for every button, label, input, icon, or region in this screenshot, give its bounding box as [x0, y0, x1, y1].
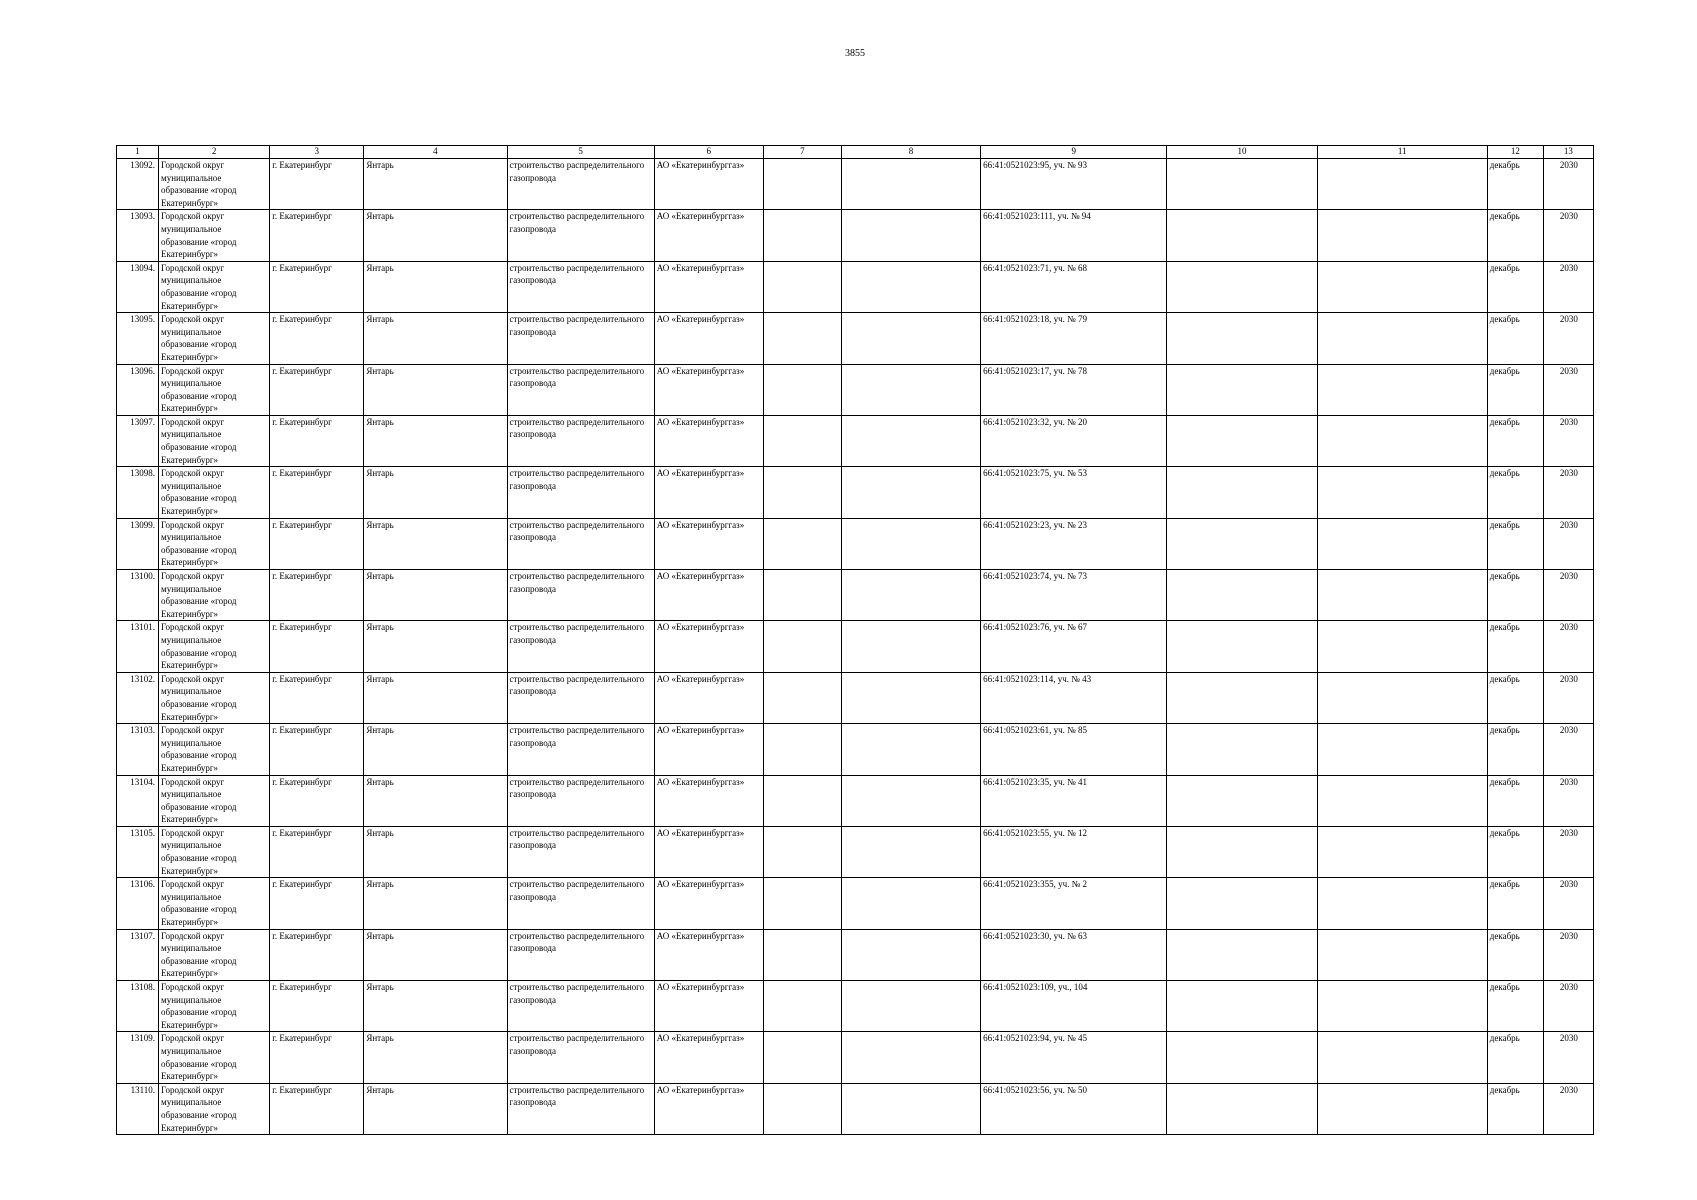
column-8-cell — [841, 261, 980, 312]
city-cell: г. Екатеринбург — [270, 929, 364, 980]
table-row — [117, 210, 1594, 261]
place-cell: Янтарь — [364, 210, 507, 261]
column-7-cell — [763, 570, 841, 621]
table-row — [117, 775, 1594, 826]
column-10-cell — [1167, 467, 1317, 518]
column-11-cell — [1317, 621, 1487, 672]
cadastral-number-cell: 66:41:0521023:35, уч. № 41 — [981, 775, 1167, 826]
month-cell: декабрь — [1487, 313, 1543, 364]
purpose-cell: строительство распределительного газопровода — [507, 467, 654, 518]
column-8-cell — [841, 929, 980, 980]
row-number-cell: 13101. — [117, 621, 159, 672]
cadastral-number-cell: 66:41:0521023:76, уч. № 67 — [981, 621, 1167, 672]
column-10-cell — [1167, 415, 1317, 466]
column-8-cell — [841, 210, 980, 261]
column-10-cell — [1167, 159, 1317, 210]
table-body — [117, 159, 1594, 1135]
owner-cell: Городской округ муниципальное образование «город Екатеринбург» — [159, 1032, 270, 1083]
organization-cell: АО «Екатеринбурггаз» — [654, 570, 763, 621]
purpose-cell: строительство распределительного газопровода — [507, 878, 654, 929]
organization-cell: АО «Екатеринбурггаз» — [654, 313, 763, 364]
year-cell: 2030 — [1543, 261, 1593, 312]
owner-cell: Городской округ муниципальное образование «город Екатеринбург» — [159, 159, 270, 210]
table-row — [117, 364, 1594, 415]
year-cell: 2030 — [1543, 467, 1593, 518]
year-cell: 2030 — [1543, 364, 1593, 415]
organization-cell: АО «Екатеринбурггаз» — [654, 621, 763, 672]
column-10-cell — [1167, 1032, 1317, 1083]
table-row — [117, 570, 1594, 621]
column-7-cell — [763, 261, 841, 312]
cadastral-number-cell: 66:41:0521023:71, уч. № 68 — [981, 261, 1167, 312]
month-cell: декабрь — [1487, 467, 1543, 518]
column-11-cell — [1317, 1083, 1487, 1134]
column-11-cell — [1317, 878, 1487, 929]
column-7-cell — [763, 775, 841, 826]
city-cell: г. Екатеринбург — [270, 210, 364, 261]
purpose-cell: строительство распределительного газопровода — [507, 775, 654, 826]
column-8-cell — [841, 621, 980, 672]
city-cell: г. Екатеринбург — [270, 672, 364, 723]
row-number-cell: 13106. — [117, 878, 159, 929]
year-cell: 2030 — [1543, 1083, 1593, 1134]
cadastral-number-cell: 66:41:0521023:355, уч. № 2 — [981, 878, 1167, 929]
column-8-cell — [841, 1032, 980, 1083]
row-number-cell: 13103. — [117, 724, 159, 775]
purpose-cell: строительство распределительного газопровода — [507, 929, 654, 980]
city-cell: г. Екатеринбург — [270, 570, 364, 621]
purpose-cell: строительство распределительного газопровода — [507, 672, 654, 723]
column-header-7: 7 — [763, 146, 841, 159]
owner-cell: Городской округ муниципальное образование «город Екатеринбург» — [159, 775, 270, 826]
table-row — [117, 415, 1594, 466]
column-7-cell — [763, 159, 841, 210]
place-cell: Янтарь — [364, 159, 507, 210]
column-header-11: 11 — [1317, 146, 1487, 159]
table-row — [117, 467, 1594, 518]
month-cell: декабрь — [1487, 159, 1543, 210]
column-7-cell — [763, 981, 841, 1032]
purpose-cell: строительство распределительного газопровода — [507, 261, 654, 312]
row-number-cell: 13108. — [117, 981, 159, 1032]
owner-cell: Городской округ муниципальное образование «город Екатеринбург» — [159, 364, 270, 415]
owner-cell: Городской округ муниципальное образование «город Екатеринбург» — [159, 724, 270, 775]
owner-cell: Городской округ муниципальное образование «город Екатеринбург» — [159, 570, 270, 621]
column-7-cell — [763, 826, 841, 877]
place-cell: Янтарь — [364, 981, 507, 1032]
city-cell: г. Екатеринбург — [270, 1032, 364, 1083]
column-7-cell — [763, 929, 841, 980]
city-cell: г. Екатеринбург — [270, 826, 364, 877]
month-cell: декабрь — [1487, 261, 1543, 312]
column-10-cell — [1167, 775, 1317, 826]
column-8-cell — [841, 159, 980, 210]
column-8-cell — [841, 415, 980, 466]
column-10-cell — [1167, 1083, 1317, 1134]
month-cell: декабрь — [1487, 621, 1543, 672]
purpose-cell: строительство распределительного газопровода — [507, 210, 654, 261]
place-cell: Янтарь — [364, 1083, 507, 1134]
year-cell: 2030 — [1543, 672, 1593, 723]
column-11-cell — [1317, 159, 1487, 210]
place-cell: Янтарь — [364, 467, 507, 518]
table-row — [117, 724, 1594, 775]
organization-cell: АО «Екатеринбурггаз» — [654, 1032, 763, 1083]
place-cell: Янтарь — [364, 878, 507, 929]
column-header-3: 3 — [270, 146, 364, 159]
city-cell: г. Екатеринбург — [270, 313, 364, 364]
year-cell: 2030 — [1543, 570, 1593, 621]
organization-cell: АО «Екатеринбурггаз» — [654, 159, 763, 210]
purpose-cell: строительство распределительного газопровода — [507, 724, 654, 775]
year-cell: 2030 — [1543, 210, 1593, 261]
year-cell: 2030 — [1543, 981, 1593, 1032]
row-number-cell: 13092. — [117, 159, 159, 210]
column-11-cell — [1317, 1032, 1487, 1083]
row-number-cell: 13095. — [117, 313, 159, 364]
organization-cell: АО «Екатеринбурггаз» — [654, 261, 763, 312]
column-7-cell — [763, 415, 841, 466]
month-cell: декабрь — [1487, 415, 1543, 466]
organization-cell: АО «Екатеринбурггаз» — [654, 775, 763, 826]
city-cell: г. Екатеринбург — [270, 878, 364, 929]
owner-cell: Городской округ муниципальное образование «город Екатеринбург» — [159, 313, 270, 364]
owner-cell: Городской округ муниципальное образование «город Екатеринбург» — [159, 261, 270, 312]
column-8-cell — [841, 672, 980, 723]
month-cell: декабрь — [1487, 929, 1543, 980]
year-cell: 2030 — [1543, 724, 1593, 775]
cadastral-number-cell: 66:41:0521023:61, уч. № 85 — [981, 724, 1167, 775]
organization-cell: АО «Екатеринбурггаз» — [654, 981, 763, 1032]
column-10-cell — [1167, 981, 1317, 1032]
column-10-cell — [1167, 878, 1317, 929]
column-11-cell — [1317, 467, 1487, 518]
table-header — [117, 146, 1594, 159]
place-cell: Янтарь — [364, 621, 507, 672]
row-number-cell: 13099. — [117, 518, 159, 569]
column-8-cell — [841, 775, 980, 826]
organization-cell: АО «Екатеринбурггаз» — [654, 672, 763, 723]
month-cell: декабрь — [1487, 364, 1543, 415]
column-7-cell — [763, 672, 841, 723]
table-row — [117, 518, 1594, 569]
column-header-4: 4 — [364, 146, 507, 159]
city-cell: г. Екатеринбург — [270, 415, 364, 466]
column-header-10: 10 — [1167, 146, 1317, 159]
column-7-cell — [763, 878, 841, 929]
table-row — [117, 1083, 1594, 1134]
owner-cell: Городской округ муниципальное образование «город Екатеринбург» — [159, 826, 270, 877]
year-cell: 2030 — [1543, 313, 1593, 364]
column-7-cell — [763, 364, 841, 415]
month-cell: декабрь — [1487, 878, 1543, 929]
purpose-cell: строительство распределительного газопровода — [507, 621, 654, 672]
page-number: 3855 — [845, 48, 865, 59]
column-8-cell — [841, 518, 980, 569]
column-8-cell — [841, 570, 980, 621]
registry-table — [116, 145, 1594, 1135]
month-cell: декабрь — [1487, 826, 1543, 877]
purpose-cell: строительство распределительного газопровода — [507, 570, 654, 621]
column-header-1: 1 — [117, 146, 159, 159]
month-cell: декабрь — [1487, 570, 1543, 621]
cadastral-number-cell: 66:41:0521023:18, уч. № 79 — [981, 313, 1167, 364]
row-number-cell: 13094. — [117, 261, 159, 312]
table-row — [117, 159, 1594, 210]
city-cell: г. Екатеринбург — [270, 724, 364, 775]
purpose-cell: строительство распределительного газопровода — [507, 313, 654, 364]
column-8-cell — [841, 878, 980, 929]
column-11-cell — [1317, 826, 1487, 877]
row-number-cell: 13109. — [117, 1032, 159, 1083]
column-7-cell — [763, 518, 841, 569]
year-cell: 2030 — [1543, 775, 1593, 826]
column-10-cell — [1167, 210, 1317, 261]
cadastral-number-cell: 66:41:0521023:32, уч. № 20 — [981, 415, 1167, 466]
city-cell: г. Екатеринбург — [270, 1083, 364, 1134]
city-cell: г. Екатеринбург — [270, 775, 364, 826]
table-row — [117, 261, 1594, 312]
column-8-cell — [841, 313, 980, 364]
column-7-cell — [763, 313, 841, 364]
city-cell: г. Екатеринбург — [270, 518, 364, 569]
owner-cell: Городской округ муниципальное образование «город Екатеринбург» — [159, 467, 270, 518]
month-cell: декабрь — [1487, 1083, 1543, 1134]
place-cell: Янтарь — [364, 518, 507, 569]
cadastral-number-cell: 66:41:0521023:75, уч. № 53 — [981, 467, 1167, 518]
column-11-cell — [1317, 672, 1487, 723]
cadastral-number-cell: 66:41:0521023:114, уч. № 43 — [981, 672, 1167, 723]
table-row — [117, 313, 1594, 364]
place-cell: Янтарь — [364, 826, 507, 877]
table-row — [117, 878, 1594, 929]
city-cell: г. Екатеринбург — [270, 467, 364, 518]
column-header-12: 12 — [1487, 146, 1543, 159]
city-cell: г. Екатеринбург — [270, 981, 364, 1032]
cadastral-number-cell: 66:41:0521023:95, уч. № 93 — [981, 159, 1167, 210]
table-row — [117, 1032, 1594, 1083]
column-7-cell — [763, 1032, 841, 1083]
row-number-cell: 13110. — [117, 1083, 159, 1134]
cadastral-number-cell: 66:41:0521023:56, уч. № 50 — [981, 1083, 1167, 1134]
column-10-cell — [1167, 826, 1317, 877]
column-11-cell — [1317, 981, 1487, 1032]
column-10-cell — [1167, 724, 1317, 775]
city-cell: г. Екатеринбург — [270, 621, 364, 672]
column-8-cell — [841, 981, 980, 1032]
owner-cell: Городской округ муниципальное образование «город Екатеринбург» — [159, 878, 270, 929]
purpose-cell: строительство распределительного газопровода — [507, 518, 654, 569]
column-8-cell — [841, 364, 980, 415]
place-cell: Янтарь — [364, 929, 507, 980]
column-10-cell — [1167, 313, 1317, 364]
cadastral-number-cell: 66:41:0521023:74, уч. № 73 — [981, 570, 1167, 621]
row-number-cell: 13098. — [117, 467, 159, 518]
month-cell: декабрь — [1487, 775, 1543, 826]
purpose-cell: строительство распределительного газопровода — [507, 1083, 654, 1134]
place-cell: Янтарь — [364, 1032, 507, 1083]
column-10-cell — [1167, 261, 1317, 312]
purpose-cell: строительство распределительного газопровода — [507, 981, 654, 1032]
owner-cell: Городской округ муниципальное образование «город Екатеринбург» — [159, 1083, 270, 1134]
row-number-cell: 13093. — [117, 210, 159, 261]
column-header-6: 6 — [654, 146, 763, 159]
column-8-cell — [841, 724, 980, 775]
column-11-cell — [1317, 261, 1487, 312]
year-cell: 2030 — [1543, 826, 1593, 877]
column-11-cell — [1317, 210, 1487, 261]
column-11-cell — [1317, 415, 1487, 466]
column-10-cell — [1167, 518, 1317, 569]
cadastral-number-cell: 66:41:0521023:30, уч. № 63 — [981, 929, 1167, 980]
organization-cell: АО «Екатеринбурггаз» — [654, 826, 763, 877]
column-11-cell — [1317, 775, 1487, 826]
month-cell: декабрь — [1487, 1032, 1543, 1083]
table-row — [117, 826, 1594, 877]
column-header-8: 8 — [841, 146, 980, 159]
column-10-cell — [1167, 364, 1317, 415]
purpose-cell: строительство распределительного газопровода — [507, 826, 654, 877]
column-7-cell — [763, 621, 841, 672]
cadastral-number-cell: 66:41:0521023:94, уч. № 45 — [981, 1032, 1167, 1083]
row-number-cell: 13097. — [117, 415, 159, 466]
column-10-cell — [1167, 672, 1317, 723]
row-number-cell: 13096. — [117, 364, 159, 415]
place-cell: Янтарь — [364, 364, 507, 415]
purpose-cell: строительство распределительного газопровода — [507, 364, 654, 415]
purpose-cell: строительство распределительного газопровода — [507, 415, 654, 466]
row-number-cell: 13105. — [117, 826, 159, 877]
city-cell: г. Екатеринбург — [270, 261, 364, 312]
year-cell: 2030 — [1543, 415, 1593, 466]
row-number-cell: 13107. — [117, 929, 159, 980]
place-cell: Янтарь — [364, 672, 507, 723]
year-cell: 2030 — [1543, 929, 1593, 980]
column-11-cell — [1317, 929, 1487, 980]
row-number-cell: 13102. — [117, 672, 159, 723]
year-cell: 2030 — [1543, 159, 1593, 210]
column-8-cell — [841, 1083, 980, 1134]
place-cell: Янтарь — [364, 415, 507, 466]
column-10-cell — [1167, 570, 1317, 621]
column-11-cell — [1317, 364, 1487, 415]
column-8-cell — [841, 467, 980, 518]
place-cell: Янтарь — [364, 261, 507, 312]
year-cell: 2030 — [1543, 518, 1593, 569]
organization-cell: АО «Екатеринбурггаз» — [654, 929, 763, 980]
month-cell: декабрь — [1487, 981, 1543, 1032]
table-row — [117, 621, 1594, 672]
cadastral-number-cell: 66:41:0521023:17, уч. № 78 — [981, 364, 1167, 415]
organization-cell: АО «Екатеринбурггаз» — [654, 518, 763, 569]
row-number-cell: 13104. — [117, 775, 159, 826]
year-cell: 2030 — [1543, 621, 1593, 672]
city-cell: г. Екатеринбург — [270, 364, 364, 415]
column-7-cell — [763, 724, 841, 775]
column-header-13: 13 — [1543, 146, 1593, 159]
organization-cell: АО «Екатеринбурггаз» — [654, 364, 763, 415]
column-header-9: 9 — [981, 146, 1167, 159]
place-cell: Янтарь — [364, 570, 507, 621]
month-cell: декабрь — [1487, 724, 1543, 775]
column-11-cell — [1317, 724, 1487, 775]
column-10-cell — [1167, 929, 1317, 980]
organization-cell: АО «Екатеринбурггаз» — [654, 724, 763, 775]
column-header-5: 5 — [507, 146, 654, 159]
column-8-cell — [841, 826, 980, 877]
cadastral-number-cell: 66:41:0521023:109, уч., 104 — [981, 981, 1167, 1032]
owner-cell: Городской округ муниципальное образование «город Екатеринбург» — [159, 518, 270, 569]
place-cell: Янтарь — [364, 775, 507, 826]
owner-cell: Городской округ муниципальное образование «город Екатеринбург» — [159, 415, 270, 466]
column-11-cell — [1317, 570, 1487, 621]
month-cell: декабрь — [1487, 672, 1543, 723]
column-7-cell — [763, 1083, 841, 1134]
table-row — [117, 672, 1594, 723]
month-cell: декабрь — [1487, 518, 1543, 569]
column-7-cell — [763, 467, 841, 518]
organization-cell: АО «Екатеринбурггаз» — [654, 878, 763, 929]
year-cell: 2030 — [1543, 878, 1593, 929]
cadastral-number-cell: 66:41:0521023:55, уч. № 12 — [981, 826, 1167, 877]
year-cell: 2030 — [1543, 1032, 1593, 1083]
cadastral-number-cell: 66:41:0521023:23, уч. № 23 — [981, 518, 1167, 569]
column-header-2: 2 — [159, 146, 270, 159]
place-cell: Янтарь — [364, 313, 507, 364]
owner-cell: Городской округ муниципальное образование «город Екатеринбург» — [159, 621, 270, 672]
place-cell: Янтарь — [364, 724, 507, 775]
header-row — [117, 146, 1594, 159]
column-7-cell — [763, 210, 841, 261]
column-11-cell — [1317, 313, 1487, 364]
column-10-cell — [1167, 621, 1317, 672]
row-number-cell: 13100. — [117, 570, 159, 621]
purpose-cell: строительство распределительного газопровода — [507, 1032, 654, 1083]
table-row — [117, 981, 1594, 1032]
organization-cell: АО «Екатеринбурггаз» — [654, 467, 763, 518]
organization-cell: АО «Екатеринбурггаз» — [654, 415, 763, 466]
table-row — [117, 929, 1594, 980]
owner-cell: Городской округ муниципальное образование «город Екатеринбург» — [159, 981, 270, 1032]
owner-cell: Городской округ муниципальное образование «город Екатеринбург» — [159, 672, 270, 723]
city-cell: г. Екатеринбург — [270, 159, 364, 210]
owner-cell: Городской округ муниципальное образование «город Екатеринбург» — [159, 210, 270, 261]
organization-cell: АО «Екатеринбурггаз» — [654, 1083, 763, 1134]
column-11-cell — [1317, 518, 1487, 569]
cadastral-number-cell: 66:41:0521023:111, уч. № 94 — [981, 210, 1167, 261]
owner-cell: Городской округ муниципальное образование «город Екатеринбург» — [159, 929, 270, 980]
organization-cell: АО «Екатеринбурггаз» — [654, 210, 763, 261]
purpose-cell: строительство распределительного газопровода — [507, 159, 654, 210]
month-cell: декабрь — [1487, 210, 1543, 261]
